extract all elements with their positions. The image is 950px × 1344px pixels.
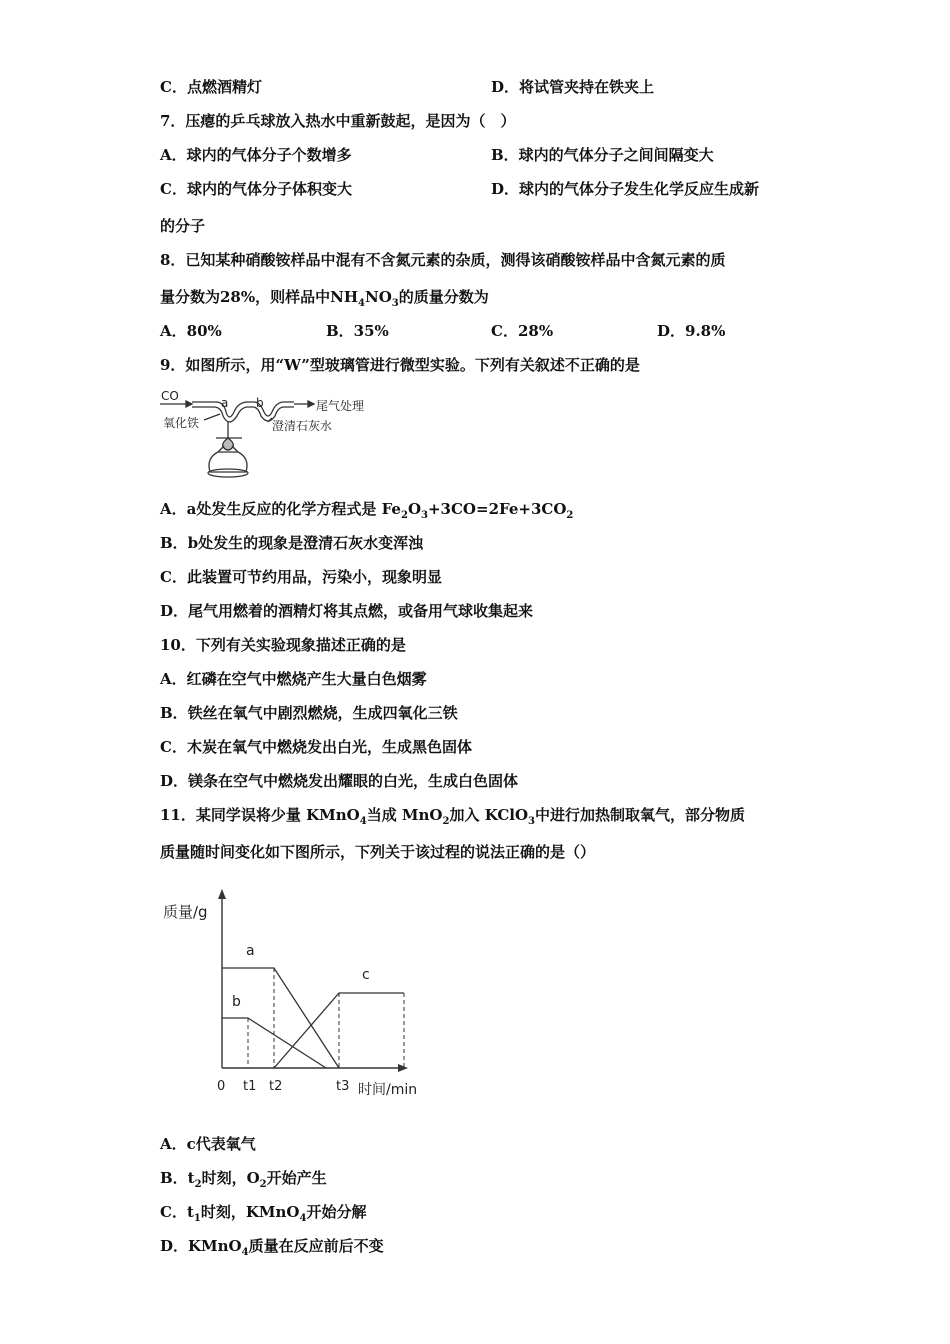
q11-option-b: B．$t_2$时刻，$O_2$开始产生 [160, 1169, 327, 1190]
figure-label-a: a [221, 396, 229, 410]
q8-stem-line1: 8．已知某种硝酸铵样品中混有不含氮元素的杂质，测得该硝酸铵样品中含氮元素的质 [160, 251, 726, 269]
chart-series-label-a: a [246, 943, 255, 959]
q11-stem-line1: 11．某同学误将少量 KMnO$_4$当成 MnO$_2$加入 KClO$_3$中进行加热制取氧气，部分物质 [160, 806, 746, 827]
q9-stem: 9．如图所示，用“W”型玻璃管进行微型实验。下列有关叙述不正确的是 [160, 356, 640, 374]
q8-option-a: A．80% [160, 322, 222, 340]
q10-stem: 10．下列有关实验现象描述正确的是 [160, 636, 406, 654]
q9-option-b: B．b处发生的现象是澄清石灰水变浑浊 [160, 534, 424, 552]
q11-option-d: D．KMnO$_4$质量在反应前后不变 [160, 1237, 384, 1258]
chart-tick-origin: 0 [217, 1079, 226, 1094]
figure-label-iron-oxide: 氧化铁 [163, 416, 200, 430]
chart-ylabel: 质量/g [163, 903, 208, 921]
y-axis-arrow [218, 889, 226, 899]
q11-option-a: A．c代表氧气 [160, 1135, 256, 1153]
q11-stem-line2: 质量随时间变化如下图所示，下列关于该过程的说法正确的是（） [160, 843, 596, 861]
q10-option-c: C．木炭在氧气中燃烧发出白光，生成黑色固体 [160, 738, 472, 756]
q7-option-d-continued: 的分子 [160, 217, 206, 235]
q7-stem: 7．压瘪的乒乓球放入热水中重新鼓起，是因为（ ） [160, 112, 516, 130]
q9-option-c: C．此装置可节约用品，污染小，现象明显 [160, 568, 442, 586]
q10-option-d: D．镁条在空气中燃烧发出耀眼的白光，生成白色固体 [160, 772, 519, 790]
q10-option-b: B．铁丝在氧气中剧烈燃烧，生成四氧化三铁 [160, 704, 458, 722]
q8-option-c: C．28% [491, 322, 554, 340]
q11-option-c: C．$t_1$时刻，KMnO$_4$开始分解 [160, 1203, 367, 1224]
chart-series-label-c: c [362, 967, 370, 983]
figure-label-limewater: 澄清石灰水 [272, 419, 333, 433]
chart-tick-t3: t3 [336, 1079, 350, 1094]
q6-option-d: D．将试管夹持在铁夹上 [491, 78, 655, 96]
q8-stem-line2: 量分数为28%，则样品中$NH_4NO_3$的质量分数为 [160, 288, 489, 309]
q8-option-d: D．9.8% [657, 322, 726, 340]
figure-label-tail-gas: 尾气处理 [316, 399, 365, 413]
q7-option-b: B．球内的气体分子之间间隔变大 [491, 146, 714, 164]
q9-option-d: D．尾气用燃着的酒精灯将其点燃，或备用气球收集起来 [160, 602, 534, 620]
flame-icon [223, 438, 234, 450]
figure-label-co: CO [161, 389, 179, 403]
figure-label-b: b [256, 396, 264, 410]
q7-option-c: C．球内的气体分子体积变大 [160, 180, 352, 198]
chart-series-label-b: b [232, 994, 241, 1010]
q8-option-b: B．35% [326, 322, 389, 340]
mass-time-chart [155, 885, 435, 1105]
q10-option-a: A．红磷在空气中燃烧产生大量白色烟雾 [160, 670, 427, 688]
q6-option-c: C．点燃酒精灯 [160, 78, 262, 96]
chart-tick-t1: t1 [243, 1079, 257, 1094]
q9-option-a: A．a处发生反应的化学方程式是 $Fe_2O_3+3CO=2Fe+3CO_2$ [160, 500, 574, 521]
chart-tick-t2: t2 [269, 1079, 283, 1094]
q7-option-a: A．球内的气体分子个数增多 [160, 146, 352, 164]
chart-xlabel: 时间/min [358, 1082, 418, 1098]
q7-option-d: D．球内的气体分子发生化学反应生成新 [491, 180, 760, 198]
x-axis-arrow [398, 1064, 408, 1072]
